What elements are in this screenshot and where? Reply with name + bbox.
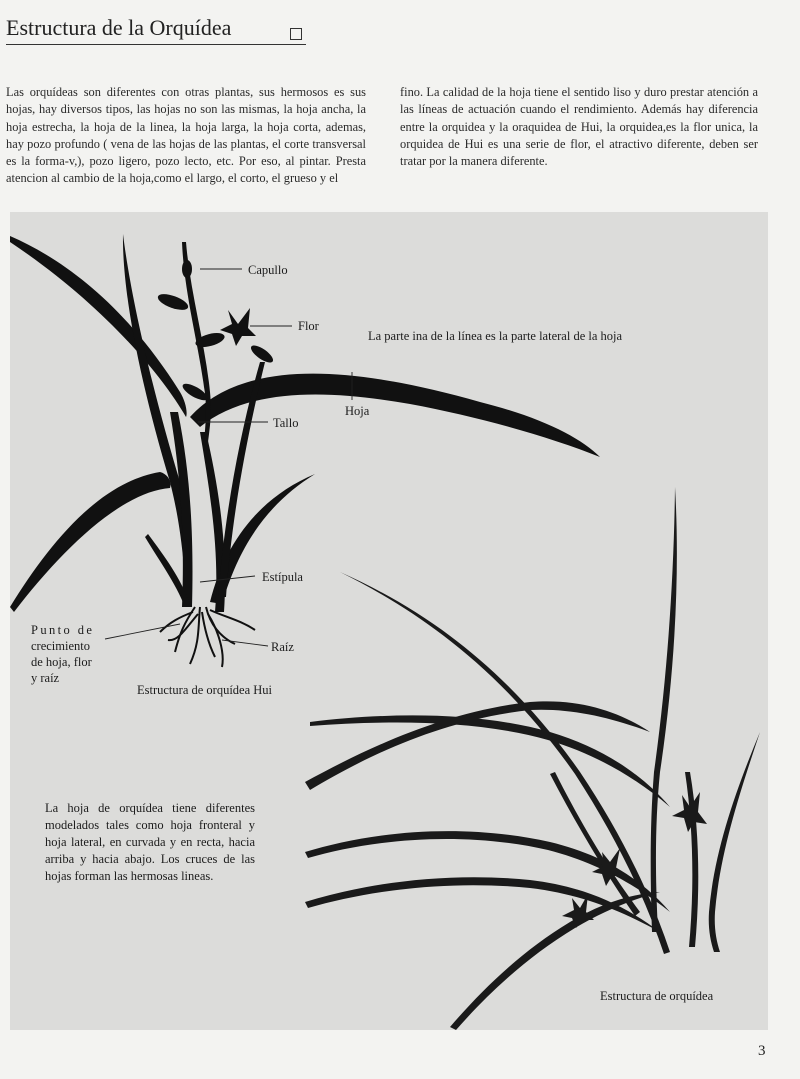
illustration-plate <box>10 212 768 1030</box>
growth-point-line-2: crecimiento <box>31 639 90 653</box>
roots <box>160 607 255 667</box>
label-tallo: Tallo <box>273 416 299 430</box>
title-checkbox-icon <box>290 28 302 40</box>
growth-point-line-1: Punto de <box>31 623 95 637</box>
caption-hui: Estructura de orquídea Hui <box>137 683 273 697</box>
label-lateral-note: La parte ina de la línea es la parte lateral de la hoja <box>368 329 623 343</box>
page-title: Estructura de la Orquídea <box>6 15 232 40</box>
label-growth-point <box>31 622 141 686</box>
title-underline <box>6 44 306 45</box>
leaf-r5 <box>310 715 670 807</box>
caption-orchid: Estructura de orquídea <box>600 989 714 1003</box>
leaf-r3 <box>340 572 670 954</box>
label-capullo: Capullo <box>248 263 288 277</box>
bud-top <box>182 260 192 278</box>
right-orchid <box>305 487 760 1030</box>
growth-point-line-4: y raíz <box>31 671 60 685</box>
leaf-tall-left <box>123 234 192 592</box>
intro-text-right: fino. La calidad de la hoja tiene el sentido liso y duro prestar atención a las líneas de actuación cuando el rendimiento. Además hay diferencia entre la orquidea y la oraquidea de Hui, la orquidea,es la flor unica, la orquidea de Hui es una serie de flor, el atractivo diferente, deben ser tratar por la manera diferente. <box>400 85 758 169</box>
label-estipula: Estípula <box>262 570 303 584</box>
leaf-long-top-left <box>10 236 187 417</box>
leaf-r2 <box>709 732 760 952</box>
flower-petals <box>220 308 256 346</box>
leaf-r9 <box>550 772 640 916</box>
label-flor: Flor <box>298 319 319 333</box>
growth-point-line-3: de hoja, flor <box>31 655 92 669</box>
bud-left <box>156 291 190 313</box>
label-hoja: Hoja <box>345 404 370 418</box>
intro-text-left: Las orquídeas son diferentes con otras plantas, sus hermosos es sus hojas, hay diversos tipos, las hojas no son las mismas, la hoja ancha, la hoja estrecha, la hoja de la linea, la hoja larga, la hoja corta, ademas, hay pozo profundo ( vena de las hojas de las plantas, el corte transversal es la forma-v,), pozo ligero, pozo lecto, etc. Por eso, al pintar. Presta atencion al cambio de la hoja,como el largo, el corto, el grueso y el <box>6 85 366 186</box>
page-number: 3 <box>758 1043 766 1059</box>
label-raiz: Raíz <box>271 640 294 654</box>
leaf-left-sweep <box>10 472 171 612</box>
leaf-shapes-note: La hoja de orquídea tiene diferentes modelados tales como hoja fronteral y hoja lateral, en curvada y en recta, hacia arriba y hacia abajo. Los cruces de las hojas forman las hermosas lineas. <box>45 801 255 883</box>
leaf-r1 <box>651 487 677 932</box>
leaf-r4 <box>305 701 650 790</box>
